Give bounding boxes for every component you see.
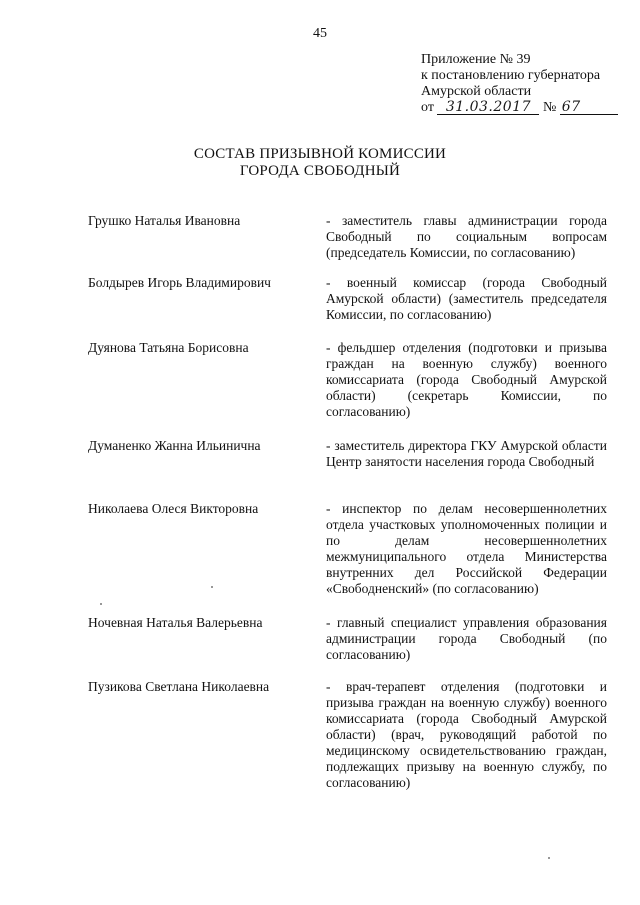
- page-number: 45: [313, 26, 327, 41]
- member-role: - заместитель главы администрации города Свободный по социальным вопросам (председатель Комиссии, по согласованию): [326, 213, 607, 260]
- title-line-2: ГОРОДА СВОБОДНЫЙ: [239, 163, 401, 179]
- handwritten-date: 31.03.2017: [437, 100, 539, 115]
- title-line-1: СОСТАВ ПРИЗЫВНОЙ КОМИССИИ: [193, 146, 447, 162]
- member-name: Дуянова Татьяна Борисовна: [88, 340, 249, 355]
- scan-speck: [211, 586, 213, 588]
- member-name: Грушко Наталья Ивановна: [88, 213, 241, 228]
- scan-speck: [100, 603, 102, 605]
- member-role: - фельдшер отделения (подготовки и призыва граждан на военную службу) военного комиссариата (города Свободный Амурской области) (секретарь Комиссии, по согласованию): [326, 340, 607, 419]
- member-name: Николаева Олеся Викторовна: [88, 501, 259, 516]
- number-prefix: №: [542, 100, 557, 115]
- member-role: - инспектор по делам несовершеннолетних отдела участковых уполномоченных полиции и по делам несовершеннолетних межмуниципального отдела Министерства внутренних дел Российской Федерации «Свободненский» (по согласованию): [326, 501, 607, 596]
- member-role: - заместитель директора ГКУ Амурской области Центр занятости населения города Свободный: [326, 438, 607, 469]
- member-role: - военный комиссар (города Свободный Амурской области) (заместитель председателя Комиссии, по согласованию): [326, 275, 607, 322]
- handwritten-number: 67: [560, 100, 618, 115]
- annex-date-line: [421, 100, 618, 116]
- member-role: - врач-терапевт отделения (подготовки и призыва граждан на военную службу) военного комиссариата (города Свободный Амурской области) (врач, руководящий работой по медицинскому освидетельствованию граждан, подлежащих призыву на военную службу, по согласованию): [326, 679, 607, 790]
- annex-line-2: к постановлению губернатора: [421, 68, 601, 83]
- member-name: Пузикова Светлана Николаевна: [88, 679, 270, 694]
- date-prefix: от: [421, 100, 434, 115]
- scan-speck: [548, 857, 550, 859]
- annex-block: [421, 52, 618, 116]
- annex-line-3: Амурской области: [421, 84, 532, 99]
- document-title: [0, 146, 640, 180]
- member-role: - главный специалист управления образования администрации города Свободный (по согласованию): [326, 615, 607, 662]
- member-name: Болдырев Игорь Владимирович: [88, 275, 271, 290]
- member-name: Думаненко Жанна Ильинична: [88, 438, 261, 453]
- annex-line-1: Приложение № 39: [421, 52, 531, 67]
- member-name: Ночевная Наталья Валерьевна: [88, 615, 263, 630]
